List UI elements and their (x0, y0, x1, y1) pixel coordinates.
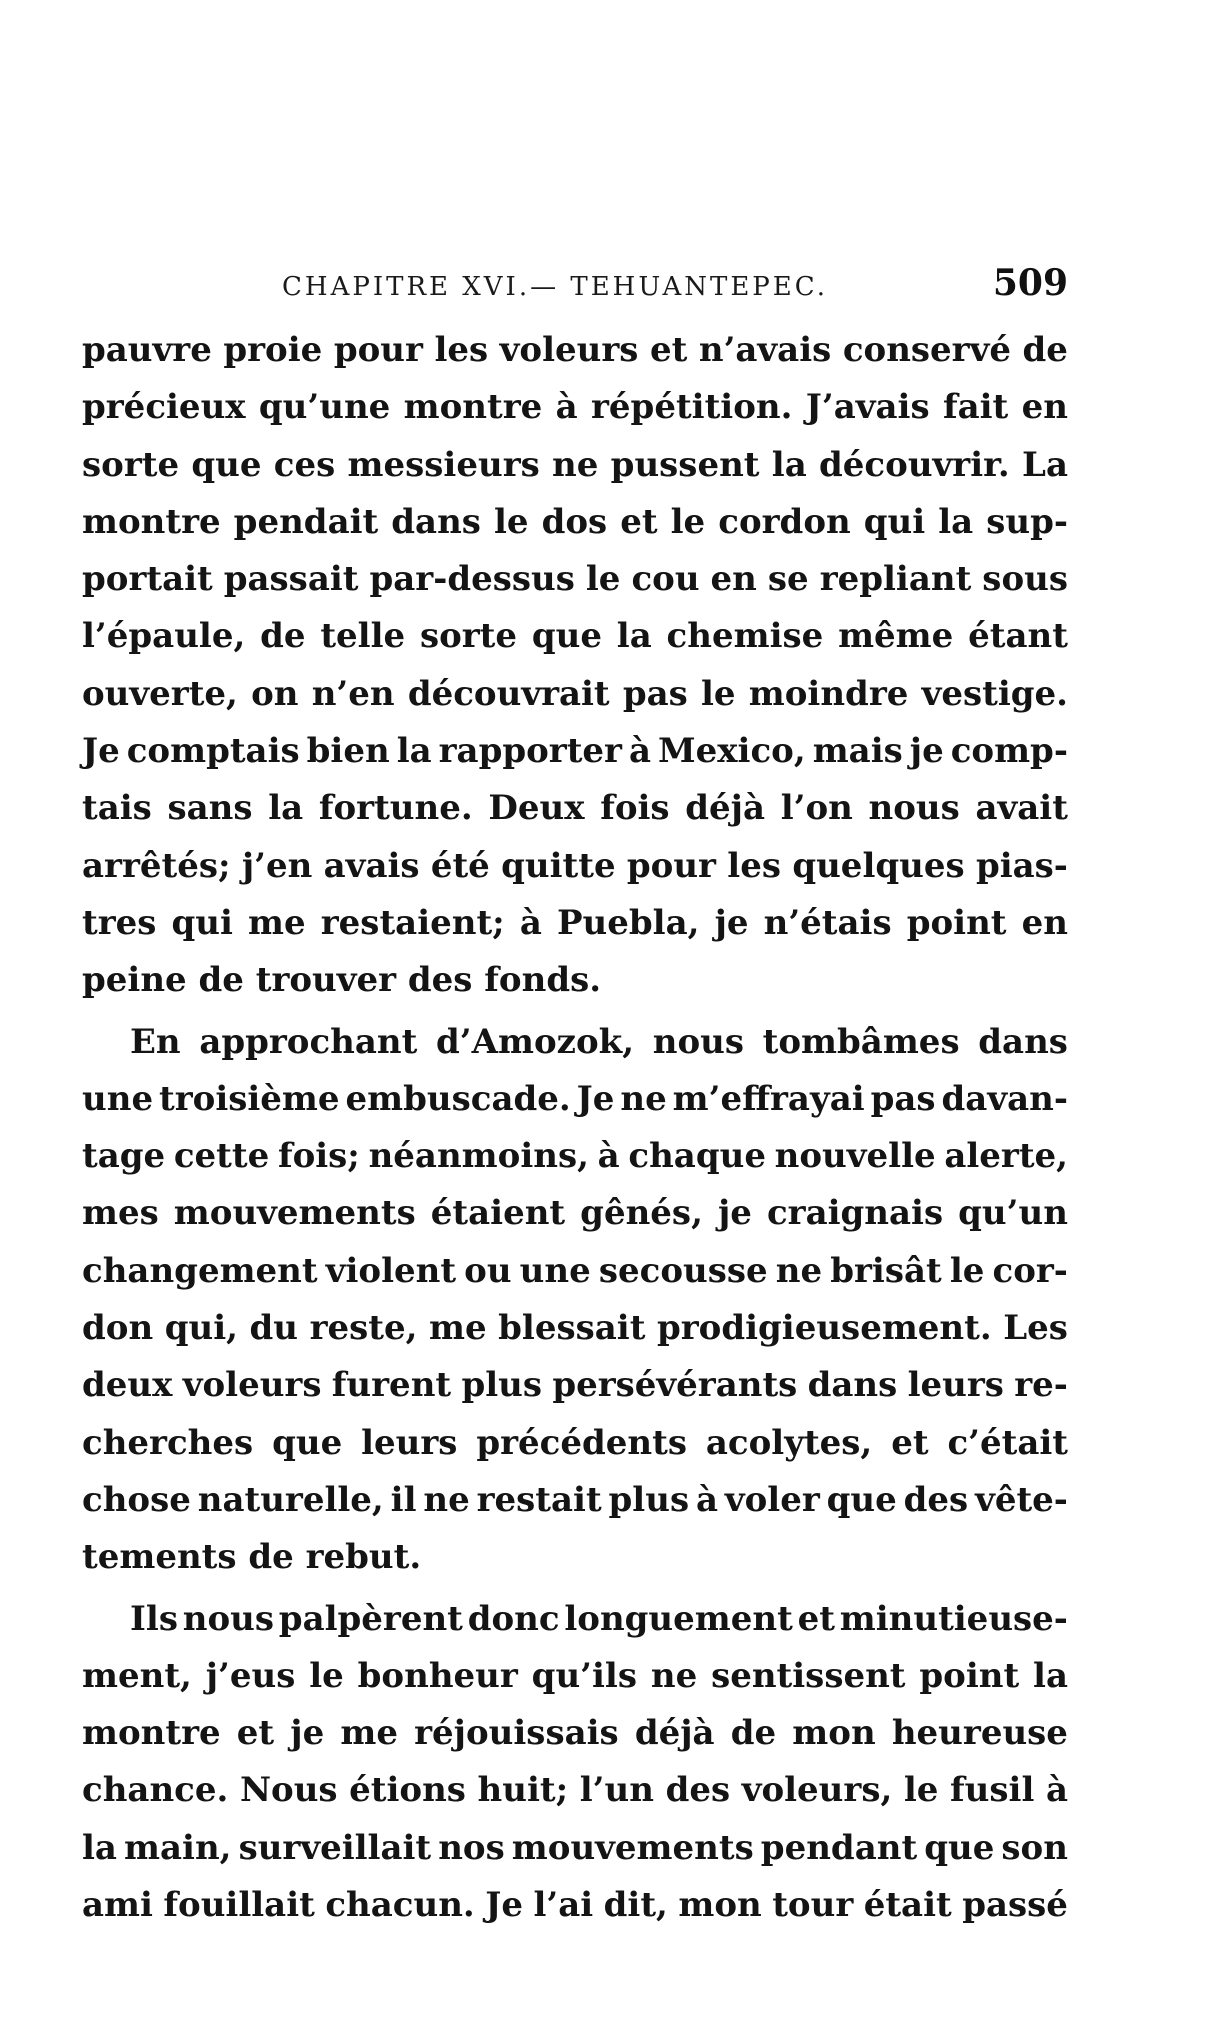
text-line: changement violent ou une secousse ne brisât le cor- (82, 1250, 1068, 1291)
text-line: sorte que ces messieurs ne pussent la découvrir. La (82, 444, 1068, 485)
text-line: pauvre proie pour les voleurs et n’avais conservé de (82, 330, 1068, 370)
text-line: tais sans la fortune. Deux fois déjà l’on nous avait (82, 788, 1068, 829)
text-line: arrêtés; j’en avais été quitte pour les quelques pias- (82, 845, 1068, 886)
text-line: don qui, du reste, me blessait prodigieusement. Les (82, 1308, 1068, 1349)
text-line: deux voleurs furent plus persévérants dans leurs re- (82, 1365, 1068, 1406)
text-line: chose naturelle, il ne restait plus à voler que des vête- (82, 1479, 1068, 1520)
text-line: peine de trouver des fonds. (82, 960, 602, 1001)
running-head (82, 262, 1068, 310)
text-line: montre et je me réjouissais déjà de mon heureuse (82, 1713, 1068, 1754)
page-number: 509 (992, 262, 1068, 304)
text-line: ouverte, on n’en découvrait pas le moindre vestige. (82, 673, 1068, 714)
text-line: précieux qu’une montre à répétition. J’avais fait en (82, 387, 1068, 428)
text-line: montre pendait dans le dos et le cordon qui la sup- (82, 501, 1068, 542)
paragraph (82, 1014, 1068, 1587)
paragraph (82, 1591, 1068, 1935)
text-line: cherches que leurs précédents acolytes, et c’était (82, 1422, 1068, 1463)
text-line: Ils nous palpèrent donc longuement et minutieuse- (130, 1598, 1068, 1639)
text-line: mes mouvements étaient gênés, je craignais qu’un (82, 1193, 1068, 1234)
text-line: tres qui me restaient; à Puebla, je n’étais point en (82, 902, 1068, 943)
text-line: En approchant d’Amozok, nous tombâmes dans (130, 1021, 1068, 1062)
paragraph-container (82, 322, 1068, 1934)
text-line: l’épaule, de telle sorte que la chemise même étant (82, 616, 1068, 657)
running-title: CHAPITRE XVI.— TEHUANTEPEC. (282, 272, 829, 302)
text-line: la main, surveillait nos mouvements pendant que son (82, 1827, 1068, 1868)
text-line: une troisième embuscade. Je ne m’effrayai pas davan- (82, 1078, 1068, 1119)
text-line: tements de rebut. (82, 1537, 422, 1578)
text-line: tage cette fois; néanmoins, à chaque nouvelle alerte, (82, 1136, 1068, 1177)
paragraph (82, 322, 1068, 1010)
text-line: ami fouillait chacun. Je l’ai dit, mon tour était passé (82, 1885, 1068, 1926)
text-line: ment, j’eus le bonheur qu’ils ne sentissent point la (82, 1655, 1068, 1696)
text-line: portait passait par-dessus le cou en se repliant sous (82, 559, 1068, 600)
text-line: chance. Nous étions huit; l’un des voleurs, le fusil à (82, 1770, 1068, 1811)
body-text (82, 322, 1068, 1934)
text-line: Je comptais bien la rapporter à Mexico, mais je comp- (82, 731, 1068, 772)
